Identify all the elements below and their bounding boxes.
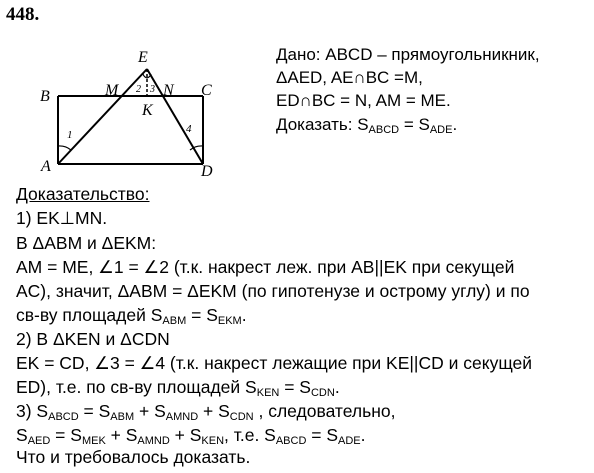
angle-label-3: 3 — [150, 84, 155, 95]
point-label-e: E — [138, 49, 148, 66]
given-line-prove: Доказать: $S_{ABCD} = S_{ADE}$. — [276, 115, 458, 136]
triangle-aed — [58, 69, 203, 164]
proof-line-6: 2) В ΔKEN и ΔCDN — [16, 329, 170, 349]
proof-line-1: 1) EK⊥MN. — [16, 208, 108, 228]
point-label-b: B — [40, 88, 50, 105]
point-label-k: K — [142, 102, 153, 119]
proof-line-8: ED), т.е. по св-ву площадей $S_{KEN} = S_{CDN}$. — [16, 377, 340, 399]
angle-label-2: 2 — [136, 84, 141, 95]
geometry-figure — [0, 0, 270, 185]
point-label-n: N — [163, 82, 174, 99]
given-line-1: Дано: ABCD – прямоугольникник, — [276, 45, 540, 64]
proof-conclusion: Что и требовалось доказать. — [16, 447, 251, 467]
proof-line-7: EK = CD, ∠3 = ∠4 (т.к. накрест лежащие при KE||CD и секущей — [16, 353, 533, 373]
point-label-a: A — [41, 158, 51, 175]
angle-label-4: 4 — [186, 123, 192, 135]
proof-line-4: AC), значит, ΔABM = ΔEKM (по гипотенузе и острому углу) и по — [16, 281, 530, 301]
proof-line-5: св-ву площадей $S_{ABM} = S_{EKM}$. — [16, 305, 247, 327]
proof-line-9: 3) $S_{ABCD} = S_{ABM} + S_{AMND} + S_{CDN}$ , следовательно, — [16, 401, 396, 423]
point-label-m: M — [105, 82, 119, 99]
proof-line-2: В ΔABM и ΔEKM: — [16, 233, 157, 253]
proof-line-10: $S_{AED} = S_{MEK} + S_{AMND} + S_{KEN}$, т.е. $S_{ABCD} = S_{ADE}$. — [16, 425, 366, 447]
problem-number: 448. — [6, 4, 40, 25]
rectangle-abcd — [58, 96, 203, 164]
point-label-c: C — [201, 82, 212, 99]
point-label-d: D — [201, 163, 213, 180]
given-line-3: ED∩BC = N, AM = ME. — [276, 91, 451, 110]
proof-header: Доказательство: — [16, 184, 150, 204]
proof-line-3: AM = ME, ∠1 = ∠2 (т.к. накрест леж. при AB||EK при секущей — [16, 257, 515, 277]
angle-label-1: 1 — [67, 129, 73, 141]
given-line-2: ΔAED, AE∩BC =M, — [276, 68, 423, 87]
